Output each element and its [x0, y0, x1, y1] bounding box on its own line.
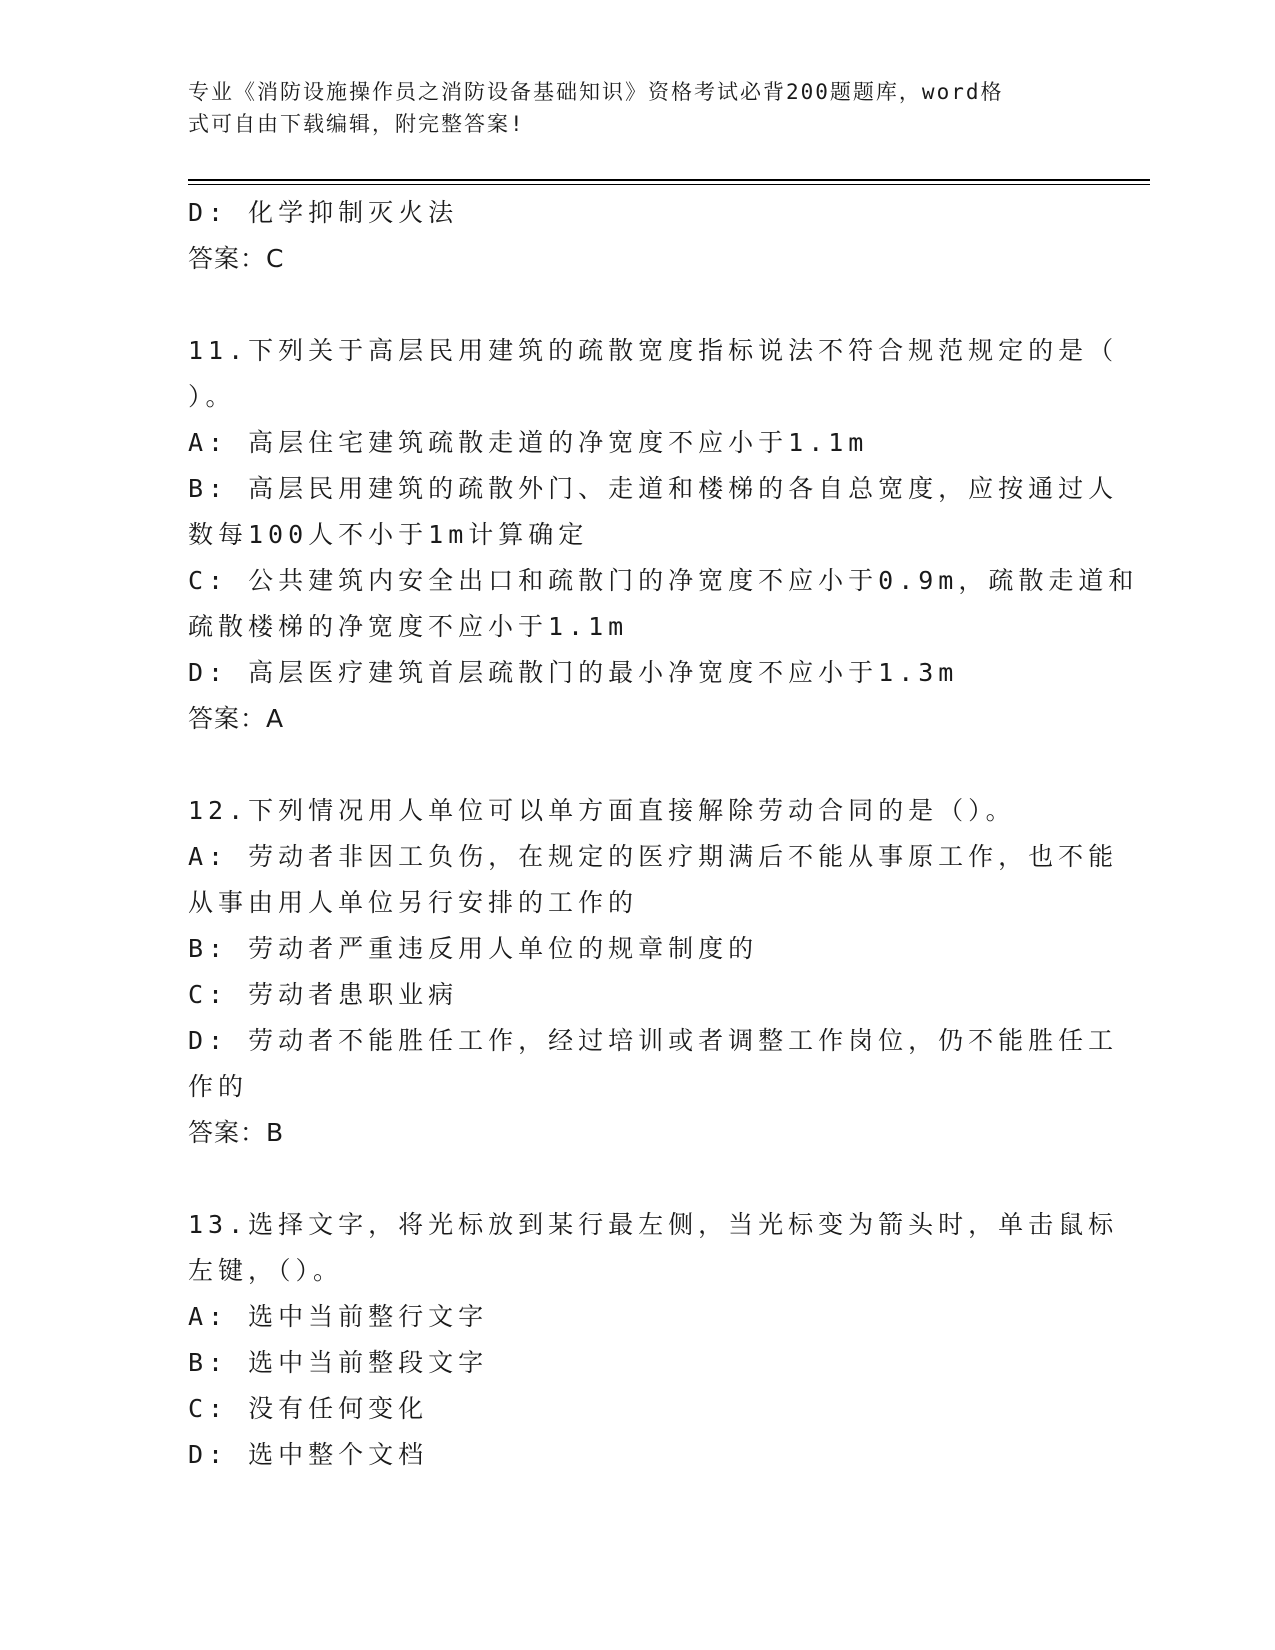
q13-stem-line-1: 13.选择文字，将光标放到某行最左侧，当光标变为箭头时，单击鼠标: [188, 1210, 1119, 1239]
header-divider-thin: [188, 184, 1150, 185]
prev-answer: 答案：C: [188, 244, 285, 273]
q12-option-b: B: 劳动者严重违反用人单位的规章制度的: [188, 934, 759, 963]
question-spacer: [188, 282, 1088, 328]
q12-option-a-line-1: A: 劳动者非因工负伤，在规定的医疗期满后不能从事原工作，也不能: [188, 842, 1119, 871]
header-divider-thick: [188, 179, 1150, 181]
q12-option-a-line-2: 从事由用人单位另行安排的工作的: [188, 888, 639, 917]
q12-answer: 答案：B: [188, 1118, 285, 1147]
q11-option-b-line-2: 数每100人不小于1m计算确定: [188, 520, 589, 549]
q11-option-c-line-2: 疏散楼梯的净宽度不应小于1.1m: [188, 612, 629, 641]
header-line-2: 式可自由下载编辑，附完整答案!: [188, 112, 525, 136]
q13-stem-line-2: 左键，（）。: [188, 1256, 344, 1285]
q11-option-a: A: 高层住宅建筑疏散走道的净宽度不应小于1.1m: [188, 428, 869, 457]
q13-option-d: D: 选中整个文档: [188, 1440, 429, 1469]
q11-answer: 答案：A: [188, 704, 285, 733]
q11-option-c-line-1: C: 公共建筑内安全出口和疏散门的净宽度不应小于0.9m，疏散走道和: [188, 566, 1139, 595]
prev-option-d: D: 化学抑制灭火法: [188, 198, 459, 227]
question-spacer: [188, 1156, 1088, 1202]
document-body: [188, 190, 1139, 1478]
header-line-1: 专业《消防设施操作员之消防设备基础知识》资格考试必背200题题库，word格: [188, 80, 1004, 104]
q12-option-d-line-2: 作的: [188, 1072, 249, 1101]
q13-option-c: C: 没有任何变化: [188, 1394, 429, 1423]
question-spacer: [188, 742, 1088, 788]
document-header: [188, 76, 1068, 140]
q12-option-d-line-1: D: 劳动者不能胜任工作，经过培训或者调整工作岗位，仍不能胜任工: [188, 1026, 1119, 1055]
q12-stem: 12.下列情况用人单位可以单方面直接解除劳动合同的是（）。: [188, 796, 1016, 825]
q13-option-a: A: 选中当前整行文字: [188, 1302, 489, 1331]
q11-stem-line-2: ）。: [188, 382, 236, 411]
q11-option-d: D: 高层医疗建筑首层疏散门的最小净宽度不应小于1.3m: [188, 658, 959, 687]
q11-option-b-line-1: B: 高层民用建筑的疏散外门、走道和楼梯的各自总宽度，应按通过人: [188, 474, 1119, 503]
q12-option-c: C: 劳动者患职业病: [188, 980, 459, 1009]
q13-option-b: B: 选中当前整段文字: [188, 1348, 489, 1377]
q11-stem-line-1: 11.下列关于高层民用建筑的疏散宽度指标说法不符合规范规定的是（: [188, 336, 1119, 365]
